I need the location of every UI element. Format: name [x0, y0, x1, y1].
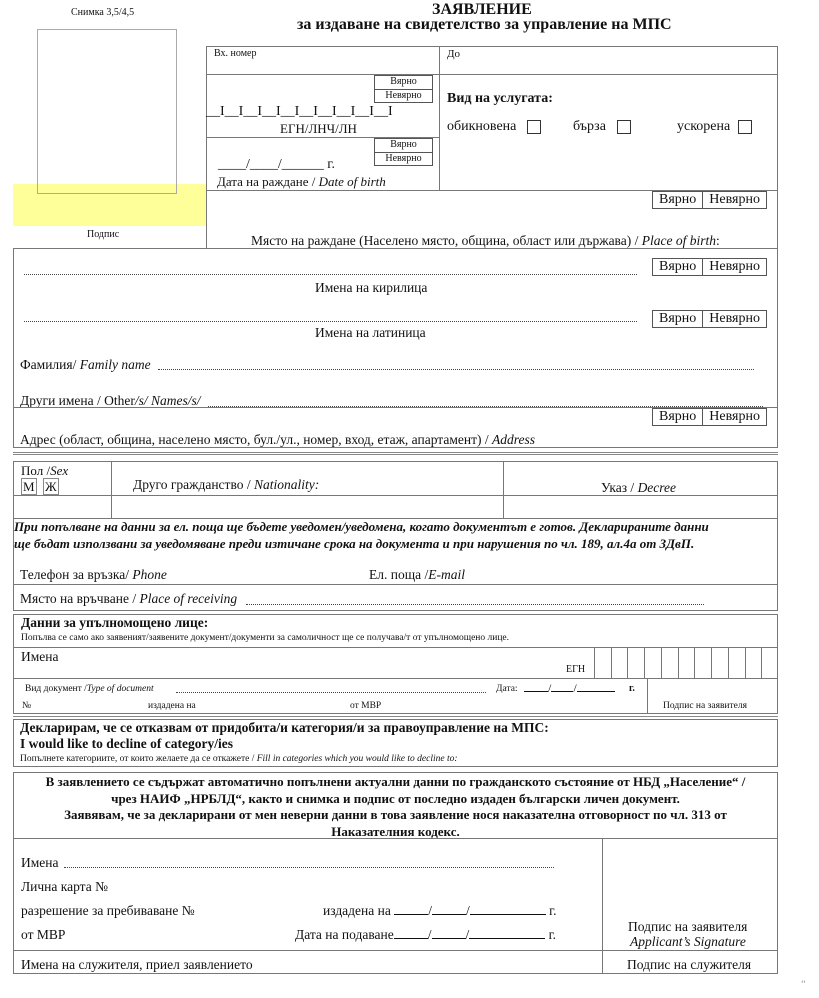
email-notice-line2: ще бъдат използвани за уведомяване преди изтичане срока на документа и при нарушения по чл. 189, ал.4а от ЗДвП. [14, 536, 695, 551]
issued-on-label: издадена на / / г. [323, 903, 557, 918]
decree-label: Указ / Decree [601, 480, 677, 495]
service-option-express-label: ускорена [677, 119, 731, 134]
cyrillic-names-label: Имена на кирилица [315, 280, 428, 295]
to-label: До [447, 48, 461, 60]
nationality-label: Друго гражданство / Nationality: [133, 477, 320, 492]
dob-label: Дата на раждане / Date of birth [217, 174, 386, 189]
true-option[interactable]: Вярно [659, 311, 697, 326]
email-notice-line1: При попълване на данни за ел. поща ще бъдете уведомен/уведомена, когато документът е готов. Декларираните данни [14, 519, 709, 534]
egn-label: ЕГН/ЛНЧ/ЛН [280, 121, 357, 136]
authorized-person-title: Данни за упълномощено лице: [21, 615, 209, 630]
sex-option-female[interactable]: Ж [45, 479, 57, 494]
authorized-number-label: № [22, 701, 32, 711]
dob-verify-toggle[interactable] [374, 138, 433, 166]
submission-date-label: Дата на подаване / / г. [295, 927, 557, 942]
egn-verify-toggle[interactable] [374, 75, 433, 103]
false-option[interactable]: Невярно [702, 311, 766, 327]
sex-option-male[interactable]: М [23, 479, 35, 494]
true-option[interactable]: Вярно [659, 259, 697, 274]
employee-signature-label: Подпис на служителя [627, 957, 752, 972]
place-of-receiving-input[interactable] [246, 604, 704, 605]
authorized-date-input[interactable]: / / [524, 680, 615, 696]
decline-note: Попълнете категориите, от които желаете да се откажете / Fill in categories which you would like to decline to: [20, 754, 458, 764]
sex-label: Пол /Sex [21, 463, 69, 478]
applicant-signature-area[interactable] [603, 839, 777, 949]
service-option-express-checkbox[interactable] [738, 120, 752, 134]
false-option[interactable]: Невярно [702, 409, 766, 425]
form-title: ЗАЯВЛЕНИЕ [432, 1, 532, 18]
cyrillic-verify-toggle[interactable] [652, 258, 767, 276]
declaration-from-mvr-label: от МВР [21, 927, 66, 942]
id-card-label: Лична карта № [21, 879, 108, 894]
place-of-receiving-label: Място на връчване / Place of receiving [20, 591, 238, 606]
issued-on-date-input[interactable]: / / [394, 903, 546, 918]
latin-verify-toggle[interactable] [652, 310, 767, 328]
doc-type-input[interactable] [176, 692, 486, 693]
authorized-egn-label: ЕГН [566, 664, 586, 675]
authorized-applicant-signature-label: Подпис на заявителя [663, 701, 747, 711]
photo-frame-outline [37, 29, 177, 194]
egn-digit-grid[interactable]: __I__I__I__I__I__I__I__I__I__I [206, 104, 393, 119]
footer-mark: ‘‘ [801, 979, 806, 988]
authorized-from-mvr-label: от МВР [350, 701, 382, 711]
dob-input[interactable]: ____/____/______ г. [218, 157, 335, 172]
decree-input[interactable] [504, 496, 777, 518]
photo-size-label: Снимка 3,5/4,5 [71, 7, 135, 18]
form-subtitle: за издаване на свидетелство за управление на МПС [297, 16, 672, 33]
declaration-text: В заявлението се съдържат автоматично попълнени актуални данни по гражданското състояние от НБД „Население“ / чрез НАИФ „НРБЛД“, както и снимка и подпис от последно издаден български личен документ. Заявявам, че за декларирани от мен неверни данни в това заявление нося наказателна отговорност по чл. 313 от Наказателния кодекс. [45, 774, 746, 839]
authorized-issued-on-label: издадена на [148, 701, 196, 711]
section-divider [13, 452, 778, 455]
applicant-signature-label: Подпис на заявителя [628, 919, 748, 934]
true-option[interactable]: Вярно [659, 192, 697, 207]
service-option-regular-label: обикновена [447, 119, 517, 134]
authorized-names-label: Имена [21, 649, 59, 664]
authorized-date-label: Дата: [496, 684, 518, 694]
service-option-fast-label: бърза [573, 119, 606, 134]
declaration-names-label: Имена [21, 855, 59, 870]
decline-title-bg: Декларирам, че се отказвам от придобита/и категория/и за правоуправление на МПС: [20, 720, 549, 735]
signature-label: Подпис [87, 229, 120, 240]
false-option[interactable]: Невярно [375, 152, 432, 165]
declaration-names-input[interactable] [64, 867, 554, 868]
decline-title-en: I would like to decline of category/ies [20, 736, 233, 751]
service-option-fast-checkbox[interactable] [617, 120, 631, 134]
service-type-label: Вид на услугата: [447, 91, 553, 106]
true-option[interactable]: Вярно [390, 139, 417, 150]
place-of-birth-label: Място на раждане (Населено място, община, област или държава) / Place of birth: [251, 233, 720, 248]
address-label: Адрес (област, община, населено място, бул./ул., номер, вход, етаж, апартамент) / Address [20, 432, 535, 447]
employee-name-label: Имена на служителя, приел заявлението [21, 957, 253, 972]
false-option[interactable]: Невярно [702, 192, 766, 208]
authorized-person-note: Попълва се само ако заявеният/заявените документ/документи за самоличност ще се получава/т от упълномощено лице. [21, 633, 510, 643]
address-verify-toggle[interactable] [652, 408, 767, 426]
latin-names-label: Имена на латиница [315, 325, 426, 340]
true-option[interactable]: Вярно [659, 409, 697, 424]
applicant-signature-label-en: Applicant’s Signature [630, 934, 746, 949]
incoming-number-label: Вх. номер [214, 48, 257, 59]
cyrillic-names-input[interactable] [24, 274, 637, 275]
family-name-input[interactable] [158, 369, 754, 370]
family-name-label: Фамилия/ Family name [20, 357, 151, 372]
latin-names-input[interactable] [24, 321, 637, 322]
false-option[interactable]: Невярно [702, 259, 766, 275]
service-option-regular-checkbox[interactable] [527, 120, 541, 134]
doc-type-label: Вид документ /Type of document [25, 684, 154, 694]
submission-date-input[interactable]: / / [394, 927, 546, 942]
email-label: Ел. поща /E-mail [369, 567, 465, 582]
false-option[interactable]: Невярно [375, 89, 432, 102]
authorized-egn-grid[interactable] [594, 647, 778, 678]
pob-verify-toggle[interactable] [652, 191, 767, 209]
authorized-date-suffix: г. [629, 683, 635, 694]
phone-label: Телефон за връзка/ Phone [20, 567, 167, 582]
other-names-label: Други имена / Other/s/ Names/s/ [20, 393, 201, 408]
true-option[interactable]: Вярно [390, 76, 417, 87]
residence-permit-label: разрешение за пребиваване № [21, 903, 195, 918]
nationality-input[interactable] [112, 496, 503, 518]
